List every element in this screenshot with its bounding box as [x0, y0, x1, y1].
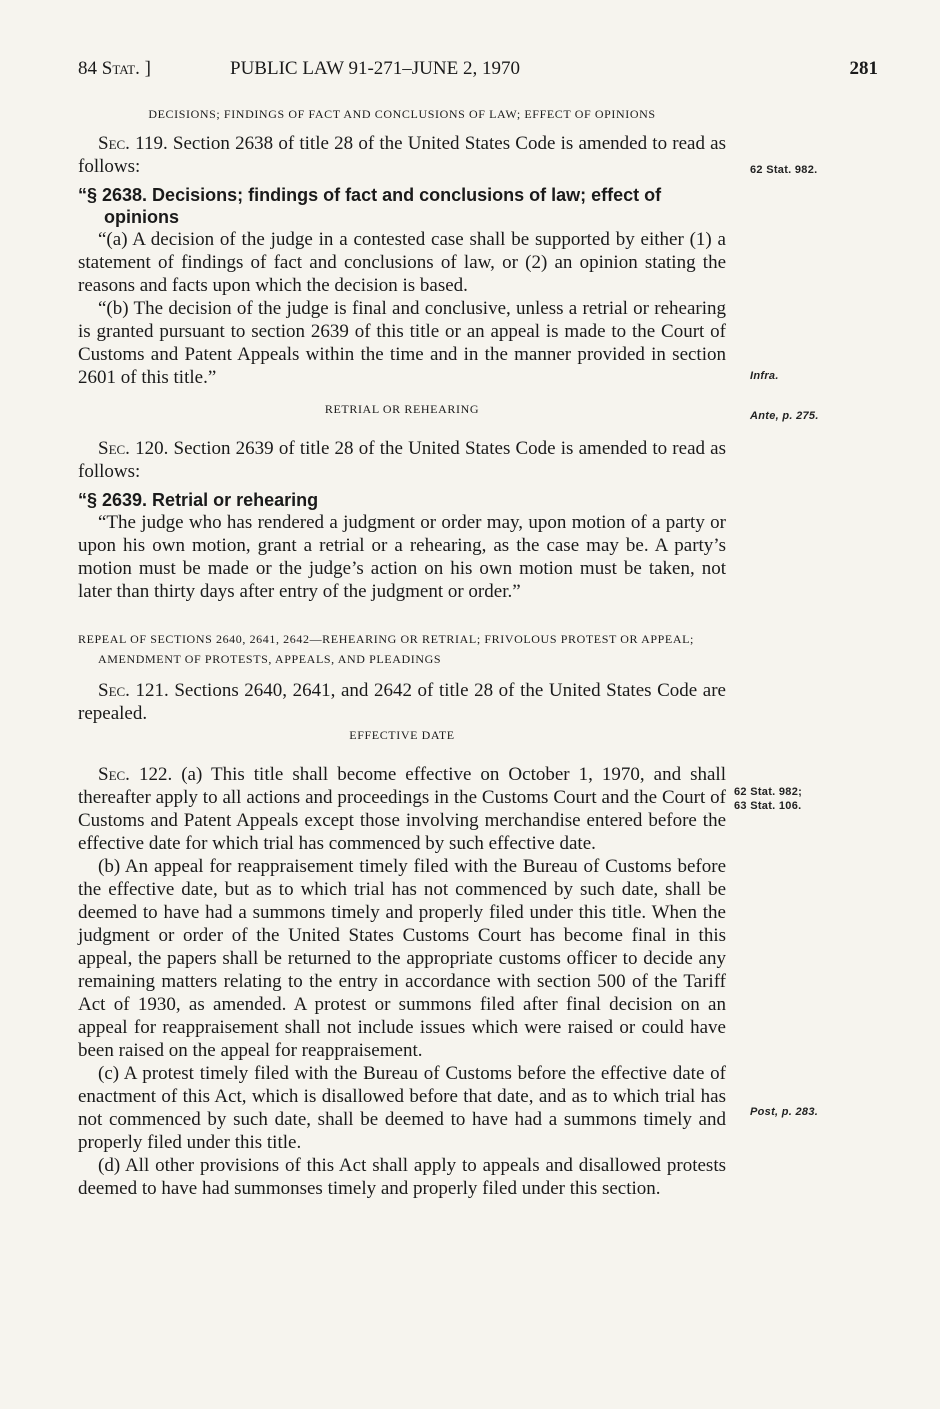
margin-citation: 62 Stat. 982.	[750, 164, 818, 176]
section-121	[78, 679, 726, 725]
paragraph: (d) All other provisions of this Act shall apply to appeals and disallowed protests deemed to have had summonses timely and properly filed under this section.	[78, 1155, 726, 1199]
paragraph: “(b) The decision of the judge is final and conclusive, unless a retrial or rehearing is granted pursuant to section 2639 of this title or an appeal is made to the Court of Customs and Patent Appeals within the time and in the manner provided in section 2601 of this title.”	[78, 298, 726, 388]
page-number: 281	[849, 58, 878, 79]
codified-section-title: “§ 2639. Retrial or rehearing	[78, 490, 319, 510]
law-title: PUBLIC LAW 91-271–JUNE 2, 1970	[230, 58, 520, 79]
margin-citation: Ante, p. 275.	[750, 410, 819, 422]
section-heading: EFFECTIVE DATE	[349, 728, 455, 742]
section-heading: REPEAL OF SECTIONS 2640, 2641, 2642—REHEARING OR RETRIAL; FRIVOLOUS PROTEST OR APPEAL; AMENDMENT OF PROTESTS, APPEALS, AND PLEADINGS	[78, 632, 694, 666]
section-120	[78, 437, 726, 483]
section-heading: DECISIONS; FINDINGS OF FACT AND CONCLUSIONS OF LAW; EFFECT OF OPINIONS	[148, 107, 656, 121]
sec-label: Sec.	[98, 133, 130, 154]
margin-citation: 63 Stat. 106.	[734, 800, 802, 812]
margin-citation: 62 Stat. 982;	[734, 786, 803, 798]
margin-citation: Post, p. 283.	[750, 1106, 819, 1118]
codified-section-title: “§ 2638. Decisions; findings of fact and conclusions of law; effect of opinions	[78, 185, 662, 227]
paragraph: (c) A protest timely filed with the Bureau of Customs before the effective date of enactment of this Act, which is disallowed before that date, and as to which trial has not commenced by such date, shall be deemed to have had a summons timely and properly filed under this title.	[78, 1063, 726, 1153]
statute-volume: 84 Stat. ]	[78, 58, 151, 79]
paragraph: “The judge who has rendered a judgment or order may, upon motion of a party or upon his own motion, grant a retrial or a rehearing, as the case may be. A party’s motion must be made or the judge’s action on his own motion must be taken, not later than thirty days after entry of the judgment or order.”	[78, 512, 726, 602]
section-heading: RETRIAL OR REHEARING	[324, 402, 480, 416]
running-header	[78, 58, 878, 86]
section-text: 120. Section 2639 of title 28 of the United States Code is amended to read as follows:	[78, 438, 726, 482]
sec-label: Sec.	[98, 764, 130, 785]
paragraph: (b) An appeal for reappraisement timely filed with the Bureau of Customs before the effective date, but as to which trial has not commenced by such date, shall be deemed to have had a summons timely and properly filed under this title. When the judgment or order of the United States Customs Court has become final in this appeal, the papers shall be returned to the appropriate customs officer to decide any remaining matters relating to the entry in accordance with section 500 of the Tariff Act of 1930, as amended. A protest or summons filed after final decision on an appeal for reappraisement shall not include issues which were raised or could have been raised on the appeal for reappraisement.	[78, 856, 726, 1061]
section-text: 119. Section 2638 of title 28 of the United States Code is amended to read as follows:	[78, 133, 727, 177]
section-122	[78, 763, 726, 855]
section-text: 122. (a) This title shall become effective on October 1, 1970, and shall thereafter apply to all actions and proceedings in the Customs Court and the Court of Customs and Patent Appeals except those involving merchandise entered before the effective date for which trial has commenced by such effective date.	[78, 764, 726, 854]
sec-label: Sec.	[98, 680, 130, 701]
document-body	[78, 104, 726, 1200]
sec-label: Sec.	[98, 438, 130, 459]
margin-citation: Infra.	[750, 370, 779, 382]
paragraph: “(a) A decision of the judge in a contested case shall be supported by either (1) a statement of findings of fact and conclusions of law, or (2) an opinion stating the reasons and facts upon which the decision is based.	[78, 229, 726, 296]
section-119	[78, 132, 726, 178]
section-text: 121. Sections 2640, 2641, and 2642 of title 28 of the United States Code are repealed.	[78, 680, 726, 724]
